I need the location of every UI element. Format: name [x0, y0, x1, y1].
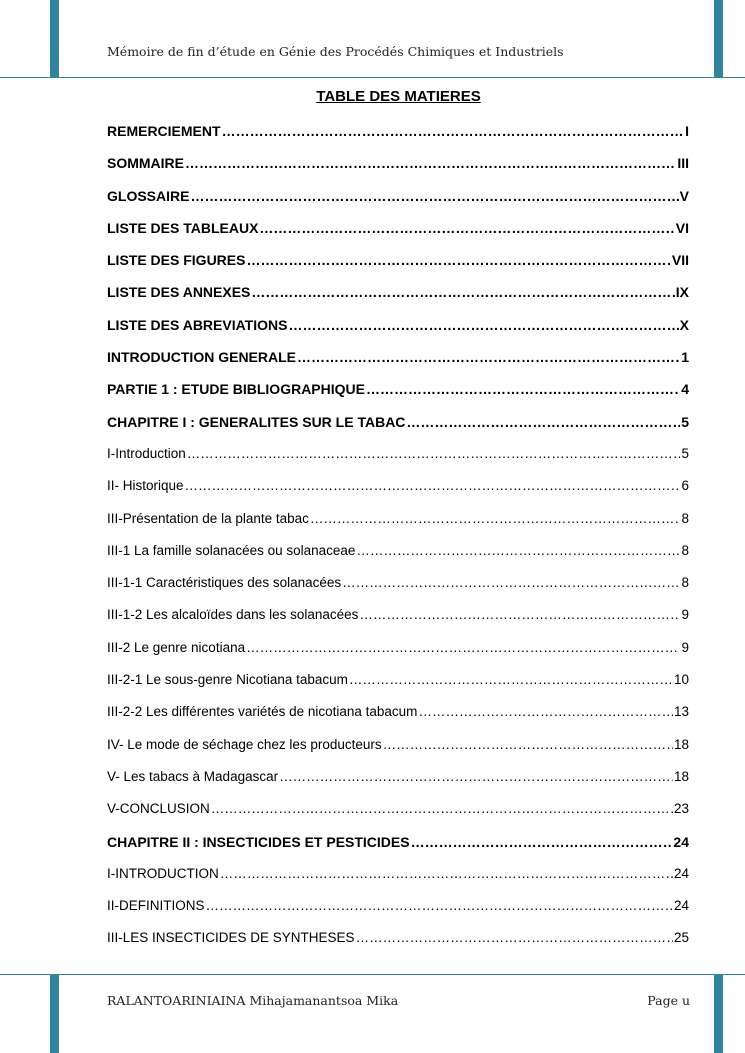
header-divider [0, 77, 745, 78]
toc-dot-leader [246, 632, 680, 664]
toc-dot-leader [185, 470, 681, 502]
toc-entry-page: 5 [681, 445, 689, 461]
toc-entry-label: PARTIE 1 : ETUDE BIBLIOGRAPHIQUE [107, 381, 365, 398]
toc-entry-label: LISTE DES ANNEXES [107, 284, 251, 301]
toc-entry[interactable] [107, 826, 689, 858]
toc-entry-label: CHAPITRE I : GENERALITES SUR LE TABAC [107, 413, 406, 430]
footer-divider [0, 974, 745, 975]
toc-entry[interactable] [107, 470, 689, 502]
toc-entry-page: 4 [681, 381, 689, 398]
toc-entry[interactable] [107, 309, 689, 341]
toc-entry-label: II- Historique [107, 478, 184, 494]
toc-entry-label: III-2-1 Le sous-genre Nicotiana tabacum [107, 672, 348, 688]
toc-dot-leader [220, 858, 673, 890]
toc-entry-page: 8 [681, 575, 689, 591]
toc-entry-page: 9 [681, 639, 689, 655]
toc-dot-leader [359, 599, 680, 631]
toc-entry[interactable] [107, 115, 689, 147]
toc-entry-label: III-2-2 Les différentes variétés de nicotiana tabacum [107, 704, 418, 720]
toc-dot-leader [411, 826, 673, 858]
toc-entry-page: V [679, 187, 689, 204]
toc-entry-page: 10 [673, 672, 689, 688]
toc-dot-leader [418, 696, 673, 728]
table-of-contents [107, 115, 689, 955]
toc-entry[interactable] [107, 729, 689, 761]
toc-entry-label: CHAPITRE II : INSECTICIDES ET PESTICIDES [107, 833, 410, 850]
toc-entry-page: 5 [681, 413, 689, 430]
toc-dot-leader [383, 729, 673, 761]
toc-entry-label: III-LES INSECTICIDES DE SYNTHESES [107, 930, 355, 946]
toc-dot-leader [342, 567, 680, 599]
toc-entry[interactable] [107, 535, 689, 567]
toc-entry-label: V- Les tabacs à Madagascar [107, 768, 279, 784]
toc-entry[interactable] [107, 244, 689, 276]
toc-entry-page: 1 [681, 349, 689, 366]
toc-entry[interactable] [107, 341, 689, 373]
toc-entry-label: LISTE DES TABLEAUX [107, 219, 259, 236]
toc-entry-page: 24 [673, 865, 689, 881]
toc-entry-page: III [677, 155, 689, 172]
toc-dot-leader [288, 309, 678, 341]
toc-entry[interactable] [107, 632, 689, 664]
toc-entry-label: II-DEFINITIONS [107, 898, 205, 914]
toc-entry[interactable] [107, 406, 689, 438]
footer-page-number: Page u [647, 993, 690, 1008]
header-accent-bar-right [714, 0, 723, 78]
toc-dot-leader [251, 276, 674, 308]
toc-dot-leader [185, 147, 676, 179]
toc-entry-page: I [685, 123, 689, 139]
toc-entry[interactable] [107, 761, 689, 793]
toc-entry-label: GLOSSAIRE [107, 187, 190, 204]
toc-dot-leader [310, 503, 681, 535]
toc-entry-page: 25 [673, 930, 689, 946]
running-header: Mémoire de fin d’étude en Génie des Procédés Chimiques et Industriels [107, 44, 564, 59]
toc-entry-label: I-INTRODUCTION [107, 865, 219, 881]
toc-entry-label: III-1-1 Caractéristiques des solanacées [107, 575, 342, 591]
toc-dot-leader [356, 535, 680, 567]
toc-entry[interactable] [107, 567, 689, 599]
toc-entry[interactable] [107, 212, 689, 244]
toc-entry-page: IX [675, 284, 689, 301]
toc-entry-label: III-2 Le genre nicotiana [107, 639, 246, 655]
footer-accent-bar-right [714, 975, 723, 1053]
toc-entry-label: I-Introduction [107, 445, 186, 461]
footer-accent-bar-left [50, 975, 59, 1053]
toc-entry-page: X [679, 316, 689, 333]
toc-entry-page: 24 [673, 833, 689, 850]
toc-entry-page: 13 [673, 704, 689, 720]
toc-dot-leader [356, 922, 673, 954]
toc-title: TABLE DES MATIERES [316, 88, 481, 105]
toc-entry-label: III-Présentation de la plante tabac [107, 510, 309, 526]
toc-entry-label: SOMMAIRE [107, 155, 184, 172]
toc-entry[interactable] [107, 599, 689, 631]
toc-dot-leader [190, 180, 678, 212]
header-accent-bar-left [50, 0, 59, 78]
toc-entry-page: 18 [673, 736, 689, 752]
toc-entry[interactable] [107, 793, 689, 825]
toc-dot-leader [187, 438, 681, 470]
toc-entry-label: III-1-2 Les alcaloïdes dans les solanacées [107, 607, 359, 623]
toc-entry-label: INTRODUCTION GENERALE [107, 349, 296, 366]
footer-author: RALANTOARINIAINA Mihajamanantsoa Mika [107, 993, 399, 1008]
toc-entry[interactable] [107, 180, 689, 212]
toc-entry-page: VII [671, 252, 689, 269]
toc-dot-leader [259, 212, 674, 244]
toc-dot-leader [406, 406, 680, 438]
toc-entry[interactable] [107, 276, 689, 308]
toc-entry-page: VI [675, 219, 689, 236]
toc-entry[interactable] [107, 373, 689, 405]
toc-entry-page: 23 [673, 801, 689, 817]
toc-dot-leader [222, 115, 685, 147]
toc-entry-page: 18 [673, 768, 689, 784]
toc-entry[interactable] [107, 696, 689, 728]
toc-entry-page: 6 [681, 478, 689, 494]
toc-entry-page: 24 [673, 898, 689, 914]
toc-dot-leader [366, 373, 680, 405]
toc-dot-leader [211, 793, 673, 825]
toc-entry-label: III-1 La famille solanacées ou solanaceae [107, 542, 356, 558]
toc-entry-label: REMERCIEMENT [107, 123, 221, 139]
toc-entry[interactable] [107, 438, 689, 470]
toc-entry[interactable] [107, 890, 689, 922]
toc-entry[interactable] [107, 858, 689, 890]
toc-entry[interactable] [107, 922, 689, 954]
toc-entry-page: 9 [681, 607, 689, 623]
toc-entry[interactable] [107, 503, 689, 535]
toc-dot-leader [297, 341, 680, 373]
toc-dot-leader [349, 664, 673, 696]
toc-dot-leader [206, 890, 673, 922]
toc-entry-label: IV- Le mode de séchage chez les producteurs [107, 736, 382, 752]
toc-entry-page: 8 [681, 510, 689, 526]
toc-entry[interactable] [107, 664, 689, 696]
toc-entry-label: V-CONCLUSION [107, 801, 210, 817]
toc-entry[interactable] [107, 147, 689, 179]
toc-dot-leader [279, 761, 673, 793]
toc-dot-leader [246, 244, 670, 276]
toc-entry-label: LISTE DES ABREVIATIONS [107, 316, 288, 333]
toc-entry-page: 8 [681, 542, 689, 558]
toc-entry-label: LISTE DES FIGURES [107, 252, 246, 269]
